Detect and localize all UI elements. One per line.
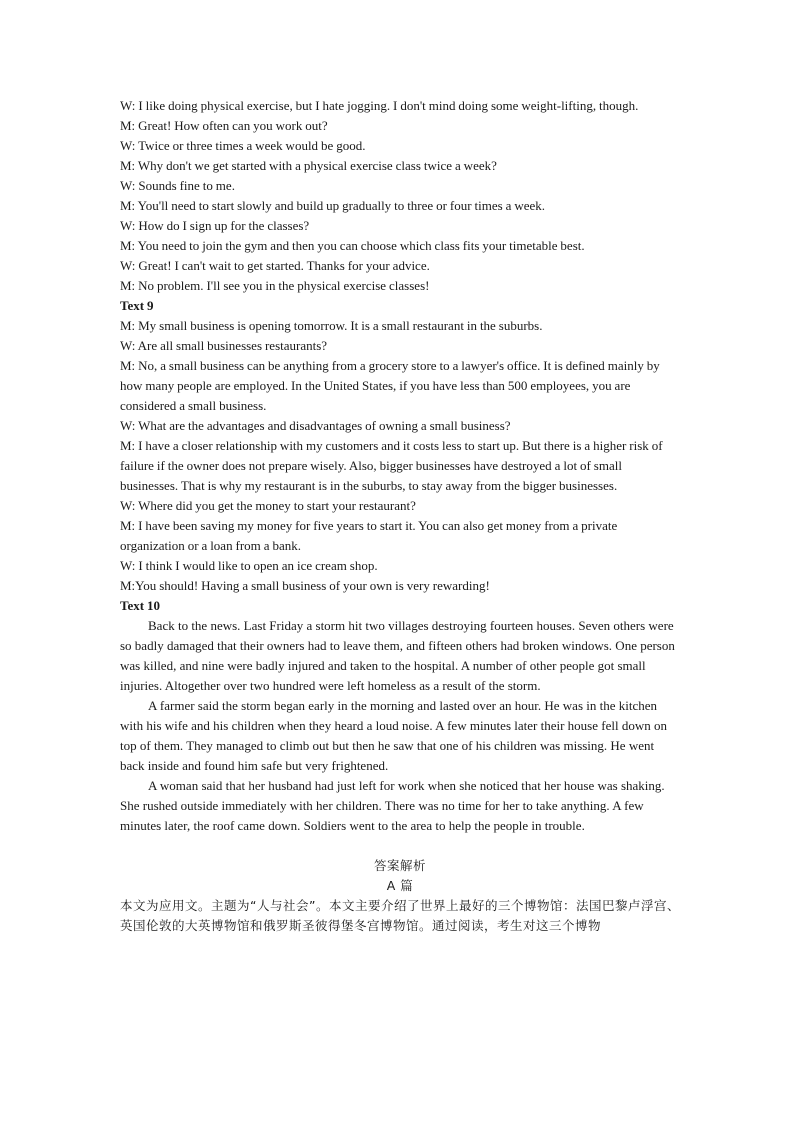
document-page — [120, 96, 680, 936]
dialogue-line: M:You should! Having a small business of your own is very rewarding! — [120, 578, 490, 593]
dialogue-line: W: Great! I can't wait to get started. Thanks for your advice. — [120, 258, 430, 273]
dialogue-line: W: Where did you get the money to start your restaurant? — [120, 498, 416, 513]
answers-section — [120, 856, 680, 936]
dialogue-line: W: What are the advantages and disadvantages of owning a small business? — [120, 418, 511, 433]
text8-dialogue — [120, 96, 680, 296]
text10-section — [120, 596, 680, 836]
dialogue-line: M: No problem. I'll see you in the physical exercise classes! — [120, 278, 430, 293]
dialogue-line: M: I have been saving my money for five years to start it. You can also get money from a private organization or a loan from a bank. — [120, 518, 618, 553]
dialogue-line: M: I have a closer relationship with my customers and it costs less to start up. But there is a higher risk of failure if the owner does not prepare wisely. Also, bigger businesses have destroyed a lot of small businesses. That is why my restaurant is in the suburbs, to stay away from the bigger businesses. — [120, 438, 663, 493]
answers-body: 本文为应用文。主题为“人与社会”。本文主要介绍了世界上最好的三个博物馆：法国巴黎卢浮宫、英国伦敦的大英博物馆和俄罗斯圣彼得堡冬宫博物馆。通过阅读，考生对这三个博物 — [120, 898, 680, 933]
answers-section-label: A 篇 — [386, 878, 414, 893]
dialogue-line: W: Twice or three times a week would be good. — [120, 138, 366, 153]
dialogue-line: M: My small business is opening tomorrow. It is a small restaurant in the suburbs. — [120, 318, 543, 333]
text10-heading: Text 10 — [120, 598, 161, 613]
dialogue-line: W: Are all small businesses restaurants? — [120, 338, 328, 353]
dialogue-line: M: You need to join the gym and then you can choose which class fits your timetable best. — [120, 238, 585, 253]
answers-title: 答案解析 — [373, 858, 426, 873]
text9-section — [120, 296, 680, 596]
news-paragraph: A farmer said the storm began early in the morning and lasted over an hour. He was in the kitchen with his wife and his children when they heard a loud noise. A few minutes later their house fell down on top of them. They managed to climb out but then he saw that one of his children was missing. He went back inside and found him safe but very frightened. — [120, 698, 667, 773]
dialogue-line: W: How do I sign up for the classes? — [120, 218, 310, 233]
dialogue-line: M: Great! How often can you work out? — [120, 118, 328, 133]
dialogue-line: W: I like doing physical exercise, but I hate jogging. I don't mind doing some weight-lifting, though. — [120, 98, 639, 113]
dialogue-line: W: I think I would like to open an ice cream shop. — [120, 558, 378, 573]
spacer — [120, 836, 680, 856]
dialogue-line: M: No, a small business can be anything from a grocery store to a lawyer's office. It is defined mainly by how many people are employed. In the United States, if you have less than 500 employees, you are considered a small business. — [120, 358, 660, 413]
dialogue-line: W: Sounds fine to me. — [120, 178, 235, 193]
dialogue-line: M: You'll need to start slowly and build up gradually to three or four times a week. — [120, 198, 546, 213]
dialogue-line: M: Why don't we get started with a physical exercise class twice a week? — [120, 158, 497, 173]
text9-heading: Text 9 — [120, 298, 154, 313]
news-paragraph: Back to the news. Last Friday a storm hit two villages destroying fourteen houses. Seven others were so badly damaged that their owners had to leave them, and fifteen others had broken windows. One person was killed, and nine were badly injured and taken to the hospital. A number of other people got small injuries. Altogether over two hundred were left homeless as a result of the storm. — [120, 618, 675, 693]
news-paragraph: A woman said that her husband had just left for work when she noticed that her house was shaking. She rushed outside immediately with her children. There was no time for her to take anything. A few minutes later, the roof came down. Soldiers went to the area to help the people in trouble. — [120, 778, 665, 833]
